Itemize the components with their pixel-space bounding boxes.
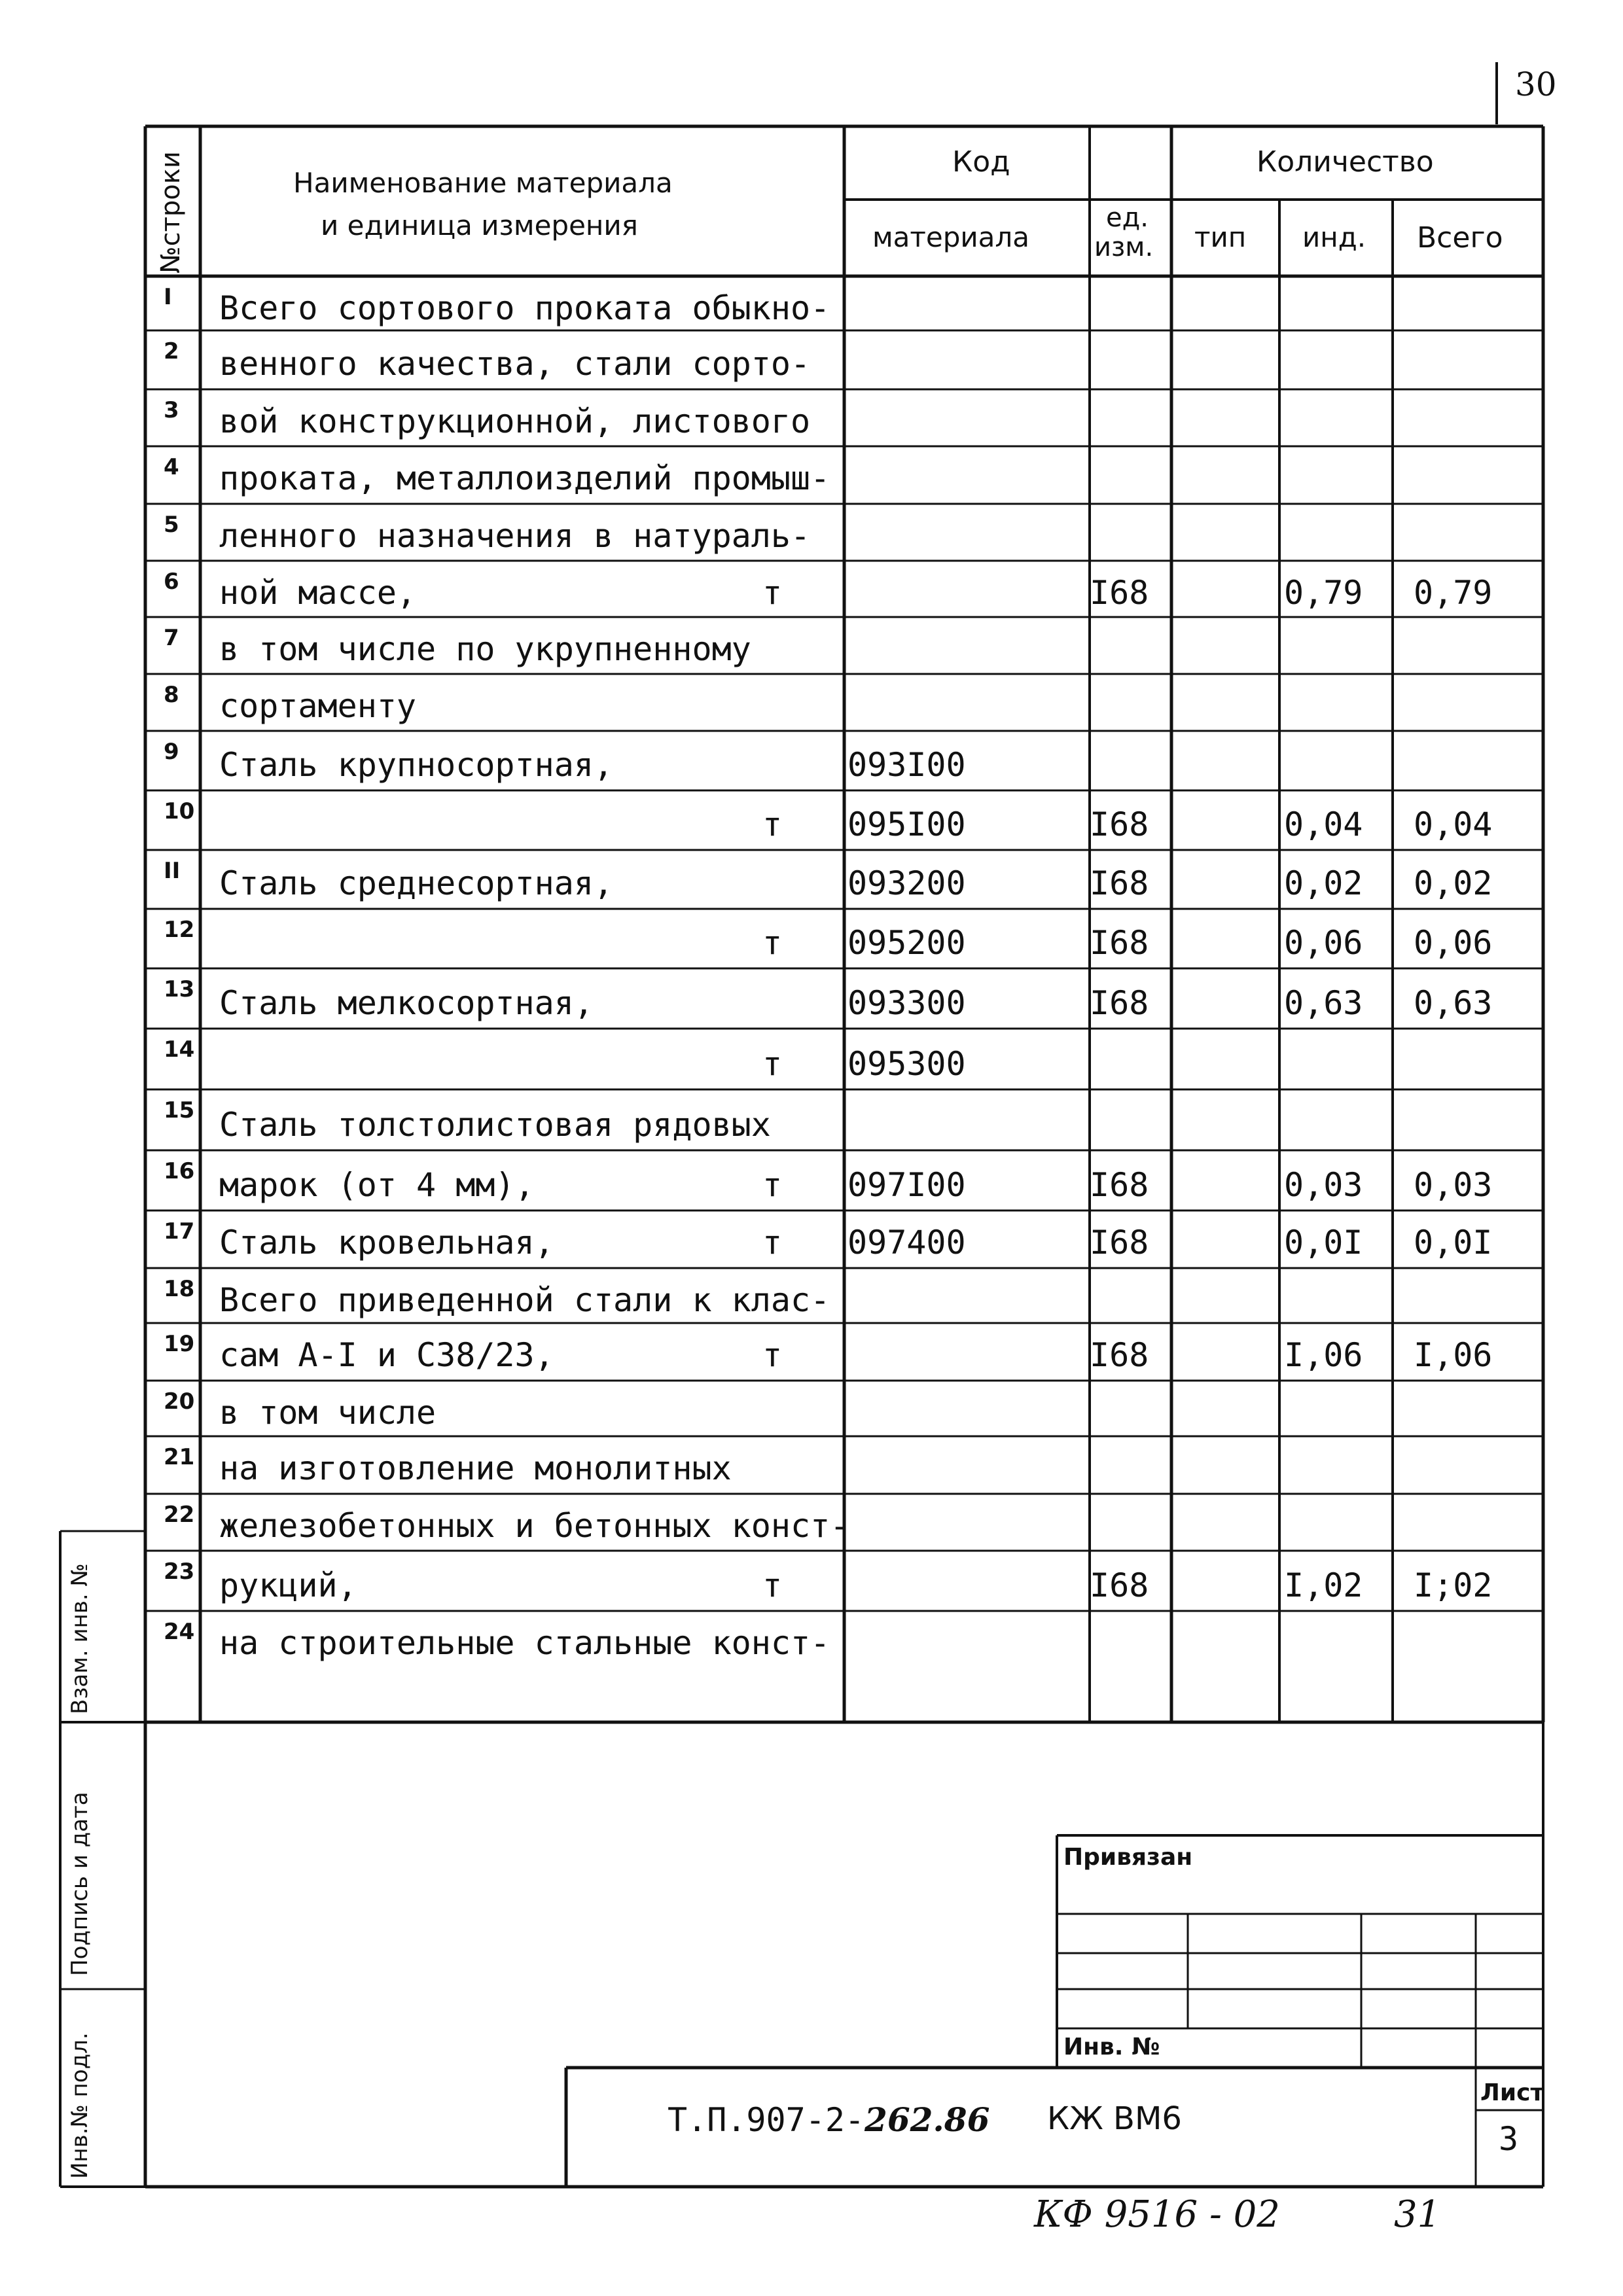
unit-t: т bbox=[762, 805, 783, 843]
unit-t: т bbox=[762, 924, 783, 962]
footer-number: 31 bbox=[1394, 2193, 1441, 2236]
table-row bbox=[0, 674, 1623, 731]
footer-handwritten-code: КФ 9516 - 02 bbox=[1034, 2193, 1280, 2236]
unit-code: I68 bbox=[1090, 1166, 1149, 1204]
material-name: железобетонных и бетонных конст- bbox=[219, 1507, 850, 1545]
stamp-doc-code-typed: Т.П.907-2- bbox=[668, 2101, 865, 2139]
type-header: тип bbox=[1194, 221, 1247, 253]
unit-t: т bbox=[762, 574, 783, 612]
material-name: ной массе, bbox=[219, 574, 417, 612]
material-name: Сталь крупносортная, bbox=[219, 746, 614, 784]
quantity-total: I,06 bbox=[1414, 1336, 1493, 1374]
row-number: 8 bbox=[164, 682, 179, 708]
table-row bbox=[0, 1381, 1623, 1436]
row-number: 21 bbox=[164, 1444, 195, 1470]
name-header-line2: и единица измерения bbox=[321, 209, 638, 241]
stamp-doc-code-hand: 262.86 bbox=[865, 2100, 990, 2139]
table-row bbox=[0, 561, 1623, 617]
quantity-total: 0,63 bbox=[1414, 984, 1493, 1022]
material-name: Сталь среднесортная, bbox=[219, 864, 614, 902]
table-row bbox=[0, 1210, 1623, 1268]
page-number: 30 bbox=[1515, 65, 1557, 103]
material-code: 097I00 bbox=[847, 1166, 966, 1204]
material-name: венного качества, стали сорто- bbox=[219, 345, 811, 383]
unit-t: т bbox=[762, 1566, 783, 1604]
material-name: сам А-I и С38/23, bbox=[219, 1336, 554, 1374]
row-number: 13 bbox=[164, 976, 195, 1002]
table-row bbox=[0, 1551, 1623, 1611]
material-name: проката, металлоизделий промыш- bbox=[219, 459, 830, 497]
code-material-header: материала bbox=[872, 221, 1030, 253]
table-row bbox=[0, 276, 1623, 330]
row-number: 24 bbox=[164, 1619, 195, 1645]
unit-code: I68 bbox=[1090, 924, 1149, 962]
material-name: в том числе по укрупненному bbox=[219, 630, 751, 668]
code-header: Код bbox=[952, 145, 1010, 179]
material-name: Сталь толстолистовая рядовых bbox=[219, 1106, 771, 1144]
material-name: ленного назначения в натураль- bbox=[219, 517, 811, 555]
stamp-doc-mark: КЖ ВМ6 bbox=[1047, 2100, 1182, 2137]
unit-code: I68 bbox=[1090, 574, 1149, 612]
table-row bbox=[0, 1268, 1623, 1323]
unit-header-line2: изм. bbox=[1094, 232, 1154, 262]
quantity-ind: 0,04 bbox=[1284, 805, 1363, 843]
unit-code: I68 bbox=[1090, 864, 1149, 902]
material-name: вой конструкционной, листового bbox=[219, 402, 811, 440]
unit-t: т bbox=[762, 1166, 783, 1204]
unit-t: т bbox=[762, 1224, 783, 1262]
quantity-ind: I,06 bbox=[1284, 1336, 1363, 1374]
quantity-total: 0,02 bbox=[1414, 864, 1493, 902]
material-code: 093I00 bbox=[847, 746, 966, 784]
material-code: 095300 bbox=[847, 1045, 966, 1083]
material-name: на строительные стальные конст- bbox=[219, 1624, 830, 1662]
table-row bbox=[0, 1029, 1623, 1089]
unit-code: I68 bbox=[1090, 1224, 1149, 1262]
material-name: сортаменту bbox=[219, 687, 417, 725]
row-number: 14 bbox=[164, 1036, 195, 1063]
row-number: 19 bbox=[164, 1331, 195, 1357]
material-name: в том числе bbox=[219, 1394, 437, 1432]
row-number: 3 bbox=[164, 397, 179, 423]
row-number: 10 bbox=[164, 798, 195, 824]
unit-code: I68 bbox=[1090, 805, 1149, 843]
table-row bbox=[0, 968, 1623, 1029]
quantity-total: 0,06 bbox=[1414, 924, 1493, 962]
material-name: Всего сортового проката обыкно- bbox=[219, 289, 830, 327]
table-row bbox=[0, 617, 1623, 674]
quantity-total: I;02 bbox=[1414, 1566, 1493, 1604]
row-number: 12 bbox=[164, 917, 195, 943]
quantity-ind: 0,79 bbox=[1284, 574, 1363, 612]
unit-t: т bbox=[762, 1336, 783, 1374]
row-number: 15 bbox=[164, 1097, 195, 1123]
row-number: 5 bbox=[164, 512, 179, 538]
row-number: 18 bbox=[164, 1276, 195, 1302]
quantity-ind: 0,0I bbox=[1284, 1224, 1363, 1262]
quantity-total: 0,0I bbox=[1414, 1224, 1493, 1262]
row-number: 23 bbox=[164, 1559, 195, 1585]
quantity-total: 0,03 bbox=[1414, 1166, 1493, 1204]
row-number: 16 bbox=[164, 1158, 195, 1184]
row-number: 2 bbox=[164, 338, 179, 364]
row-number: II bbox=[164, 858, 181, 884]
row-number: 4 bbox=[164, 454, 179, 480]
table-row bbox=[0, 1436, 1623, 1494]
row-number-header: №строки bbox=[156, 151, 186, 274]
material-name: Сталь мелкосортная, bbox=[219, 984, 594, 1022]
quantity-ind: 0,63 bbox=[1284, 984, 1363, 1022]
table-row bbox=[0, 909, 1623, 968]
material-code: 095200 bbox=[847, 924, 966, 962]
table-row bbox=[0, 1089, 1623, 1150]
table-row bbox=[0, 1494, 1623, 1551]
quantity-ind: 0,06 bbox=[1284, 924, 1363, 962]
table-row bbox=[0, 1323, 1623, 1381]
material-name: рукций, bbox=[219, 1566, 357, 1604]
row-number: 17 bbox=[164, 1218, 195, 1245]
quantity-ind: I,02 bbox=[1284, 1566, 1363, 1604]
row-number: 6 bbox=[164, 569, 179, 595]
material-name: на изготовление монолитных bbox=[219, 1449, 732, 1487]
name-header-line1: Наименование материала bbox=[293, 167, 673, 199]
stamp-sheet-label: Лист bbox=[1480, 2079, 1544, 2106]
ind-header: инд. bbox=[1302, 221, 1366, 253]
table-row bbox=[0, 850, 1623, 909]
material-code: 093300 bbox=[847, 984, 966, 1022]
total-header: Всего bbox=[1417, 221, 1503, 255]
material-name: Всего приведенной стали к клас- bbox=[219, 1281, 830, 1319]
table-row bbox=[0, 504, 1623, 561]
side-label-podpis: Подпись и дата bbox=[67, 1792, 93, 1976]
unit-code: I68 bbox=[1090, 984, 1149, 1022]
quantity-total: 0,79 bbox=[1414, 574, 1493, 612]
unit-header-line1: ед. bbox=[1106, 203, 1149, 233]
quantity-ind: 0,03 bbox=[1284, 1166, 1363, 1204]
unit-code: I68 bbox=[1090, 1566, 1149, 1604]
stamp-doc-code bbox=[668, 2100, 990, 2139]
material-code: 097400 bbox=[847, 1224, 966, 1262]
table-row bbox=[0, 1611, 1623, 1669]
table-row bbox=[0, 790, 1623, 850]
row-number: I bbox=[164, 284, 172, 310]
unit-t: т bbox=[762, 1045, 783, 1083]
table-row bbox=[0, 731, 1623, 790]
row-number: 20 bbox=[164, 1388, 195, 1415]
side-label-inv-podl: Инв.№ подл. bbox=[67, 2032, 93, 2179]
quantity-header: Количество bbox=[1257, 145, 1434, 179]
material-code: 093200 bbox=[847, 864, 966, 902]
table-row bbox=[0, 389, 1623, 446]
row-number: 22 bbox=[164, 1502, 195, 1528]
unit-code: I68 bbox=[1090, 1336, 1149, 1374]
material-name: марок (от 4 мм), bbox=[219, 1166, 535, 1204]
material-name: Сталь кровельная, bbox=[219, 1224, 554, 1262]
table-row bbox=[0, 1150, 1623, 1210]
table-row bbox=[0, 330, 1623, 389]
quantity-total: 0,04 bbox=[1414, 805, 1493, 843]
stamp-privyazan: Привязан bbox=[1063, 1844, 1193, 1871]
stamp-inv-no: Инв. № bbox=[1063, 2034, 1160, 2060]
row-number: 7 bbox=[164, 625, 179, 651]
quantity-ind: 0,02 bbox=[1284, 864, 1363, 902]
stamp-sheet-number: 3 bbox=[1499, 2120, 1519, 2158]
material-code: 095I00 bbox=[847, 805, 966, 843]
row-number: 9 bbox=[164, 739, 179, 765]
table-row bbox=[0, 446, 1623, 504]
side-label-vzam: Взам. инв. № bbox=[67, 1563, 93, 1714]
